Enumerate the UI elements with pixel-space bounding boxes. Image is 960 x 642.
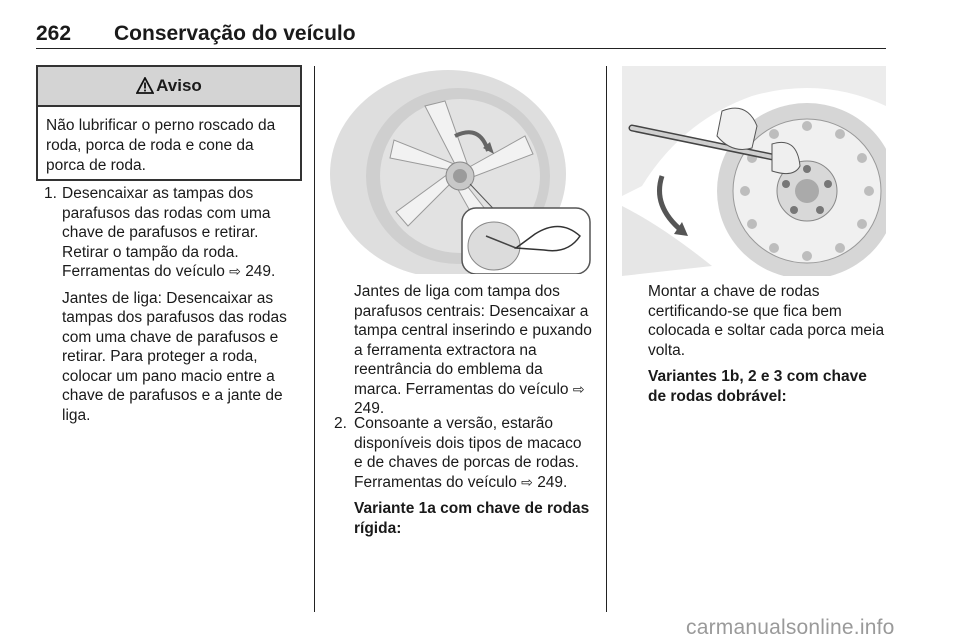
warning-triangle-icon: [136, 77, 154, 94]
alloy-wheel-illustration: [330, 66, 592, 274]
page-number: 262: [36, 22, 72, 45]
step-number: 1.: [44, 185, 57, 202]
step-2: [354, 414, 594, 538]
step-1: [62, 184, 298, 425]
column-divider: [314, 66, 315, 612]
mount-wrench-text: Montar a chave de rodas certificando-se que fica bem colocada e soltar cada porca meia volta.: [648, 283, 885, 359]
warning-label: Aviso: [156, 76, 202, 95]
variant-heading: Variante 1a com chave de rodas rígida:: [354, 500, 590, 537]
step-number: 2.: [334, 415, 347, 432]
page-reference: 249.: [245, 263, 276, 280]
column-divider: [606, 66, 607, 612]
wheel-wrench-illustration: [622, 66, 886, 276]
warning-box: [36, 65, 302, 181]
warning-header: [38, 67, 300, 107]
reference-arrow-icon: ⇨: [572, 380, 585, 397]
step-1-alloy-note: Jantes de liga: Desencaixar as tampas dos parafusos das rodas com uma chave de parafusos e retirar. Para proteger a roda, colocar um pano macio entre a chave de parafusos e a jante de liga.: [62, 289, 287, 424]
alloy-center-cap-text: Jantes de liga com tampa dos parafusos centrais: Desencaixar a tampa central inserindo e puxando a ferramenta extractora na reentrância do emblema da marca. Ferramentas do veículo: [354, 283, 592, 398]
step-2-text: Consoante a versão, estarão disponíveis dois tipos de macaco e de chaves de porcas de rodas. Ferramentas do veículo: [354, 415, 582, 491]
variant-heading: Variantes 1b, 2 e 3 com chave de rodas dobrável:: [648, 368, 867, 405]
page-reference: 249.: [354, 400, 385, 417]
column-3-text: [648, 282, 888, 406]
page-reference: 249.: [537, 473, 568, 491]
reference-arrow-icon: ⇨: [229, 263, 241, 279]
alloy-center-cap-note: [354, 282, 594, 419]
page-title: Conservação do veículo: [114, 22, 356, 45]
warning-text: Não lubrificar o perno roscado da roda, porca de roda e cone da porca de roda.: [46, 117, 276, 174]
step-1-text: Desencaixar as tampas dos parafusos das rodas com uma chave de parafusos e retirar. Retirar o tampão da roda. Ferramentas do veículo: [62, 185, 271, 280]
watermark: carmanualsonline.info: [686, 616, 895, 639]
page-header: [36, 22, 886, 49]
reference-arrow-icon: ⇨: [521, 473, 533, 490]
